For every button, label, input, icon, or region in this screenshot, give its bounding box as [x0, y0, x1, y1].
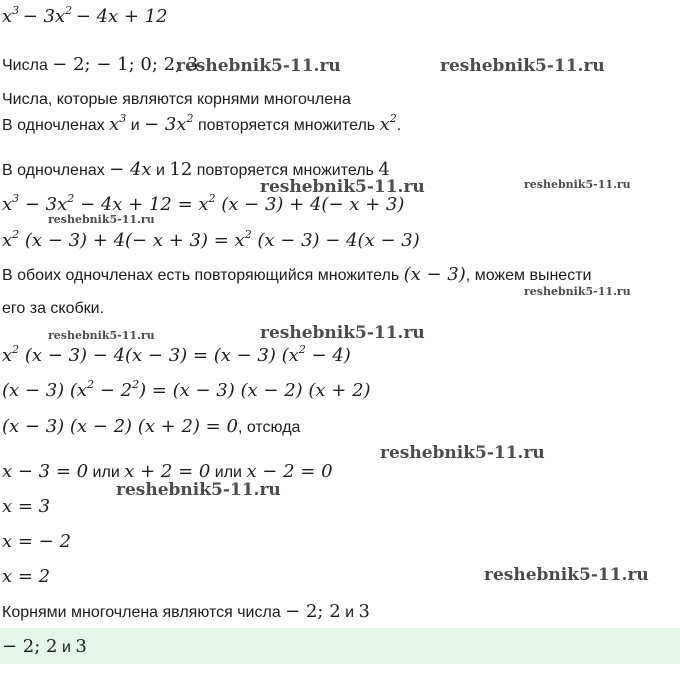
watermark: reshebnik5-11.ru: [380, 443, 545, 463]
equation-grouping: $x^3 - 3x^2 - 4x + 12 = x^2$ (x − 3) + 4(− x + 3): [2, 192, 405, 215]
common-factor-line-2: его за скобки.: [2, 300, 105, 317]
polynomial-line: $x^3 - 3x^2 - 4x + 12$: [2, 4, 168, 27]
watermark: reshebnik5-11.ru: [48, 213, 155, 226]
watermark: reshebnik5-11.ru: [176, 56, 341, 76]
equation-difference-of-squares: (x − 3) $(x^2 - 2^2) = (x - 3) (x - 2) (x + 2)$: [2, 378, 371, 401]
watermark: reshebnik5-11.ru: [484, 565, 649, 585]
roots-conclusion: Корнями многочлена являются числа − 2; 2 и 3: [2, 601, 370, 622]
watermark: reshebnik5-11.ru: [524, 178, 631, 191]
common-factor-line: В обоих одночленах есть повторяющийся множитель (x − 3), можем вынести: [2, 264, 592, 285]
roots-description: Числа, которые являются корнями многочлена: [2, 91, 351, 108]
watermark: reshebnik5-11.ru: [260, 323, 425, 343]
watermark: reshebnik5-11.ru: [260, 177, 425, 197]
solution-3: x = 2: [2, 566, 51, 587]
solution-2: x = − 2: [2, 531, 71, 552]
watermark: reshebnik5-11.ru: [48, 329, 155, 342]
equation-zero: (x − 3) (x − 2) (x + 2) = 0, отсюда: [2, 416, 301, 437]
watermark: reshebnik5-11.ru: [524, 285, 631, 298]
equation-cases: x − 3 = 0 или x + 2 = 0 или x − 2 = 0: [2, 461, 333, 482]
answer-text: − 2; 2 и 3: [2, 636, 87, 657]
answer-box: [0, 628, 680, 664]
monomial-x-line: В одночленах $x^3$ $и - 3x^2$ повторяется множитель $x^2$.: [2, 112, 402, 135]
solution-1: x = 3: [2, 496, 51, 517]
watermark: reshebnik5-11.ru: [440, 56, 605, 76]
watermark: reshebnik5-11.ru: [116, 480, 281, 500]
monomial-4-line: В одночленах − 4x и 12 повторяется множитель 4: [2, 159, 390, 180]
equation-factor-out: $x^2$ (x − 3) − 4(x − 3) = (x − 3) $(x^2 - 4)$: [2, 343, 351, 366]
equation-rewrite: $x^2$ $(x - 3) + 4(- x + 3) = x^2$ (x − 3) − 4(x − 3): [2, 228, 420, 251]
numbers-line: Числа − 2; − 1; 0; 2; 3: [2, 54, 199, 75]
